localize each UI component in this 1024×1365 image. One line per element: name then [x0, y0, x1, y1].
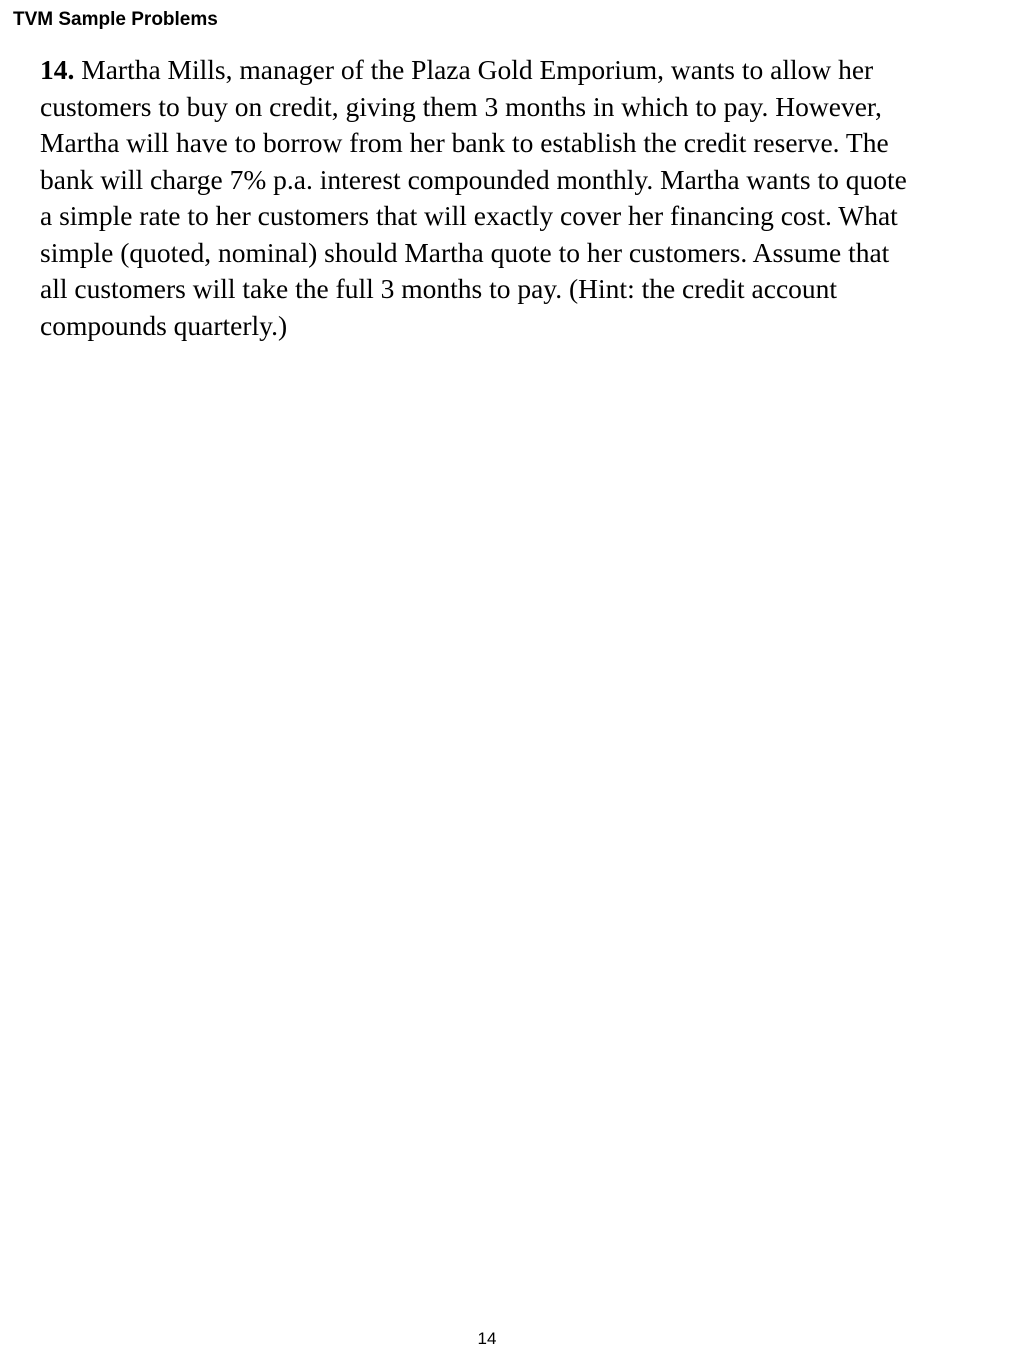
page-title: TVM Sample Problems [13, 9, 218, 30]
problem-line: compounds quarterly.) [40, 309, 288, 341]
problem-line: simple (quoted, nominal) should Martha quote to her customers. Assume that [40, 236, 890, 268]
problem-line: bank will charge 7% p.a. interest compounded monthly. Martha wants to quote [40, 163, 907, 195]
problem-number: 14. [40, 54, 75, 85]
problem-line: Martha will have to borrow from her bank to establish the credit reserve. The [40, 127, 889, 158]
problem-line: customers to buy on credit, giving them 3 months in which to pay. However, [40, 90, 882, 122]
problem-line [40, 52, 1015, 89]
problem-line-text: Martha Mills, manager of the Plaza Gold Emporium, wants to allow her [74, 54, 874, 85]
problem-line: a simple rate to her customers that will exactly cover her financing cost. What [40, 200, 898, 231]
page-number: 14 [477, 1329, 497, 1348]
problem-text [40, 52, 1015, 344]
problem-line: all customers will take the full 3 months to pay. (Hint: the credit account [40, 273, 838, 304]
